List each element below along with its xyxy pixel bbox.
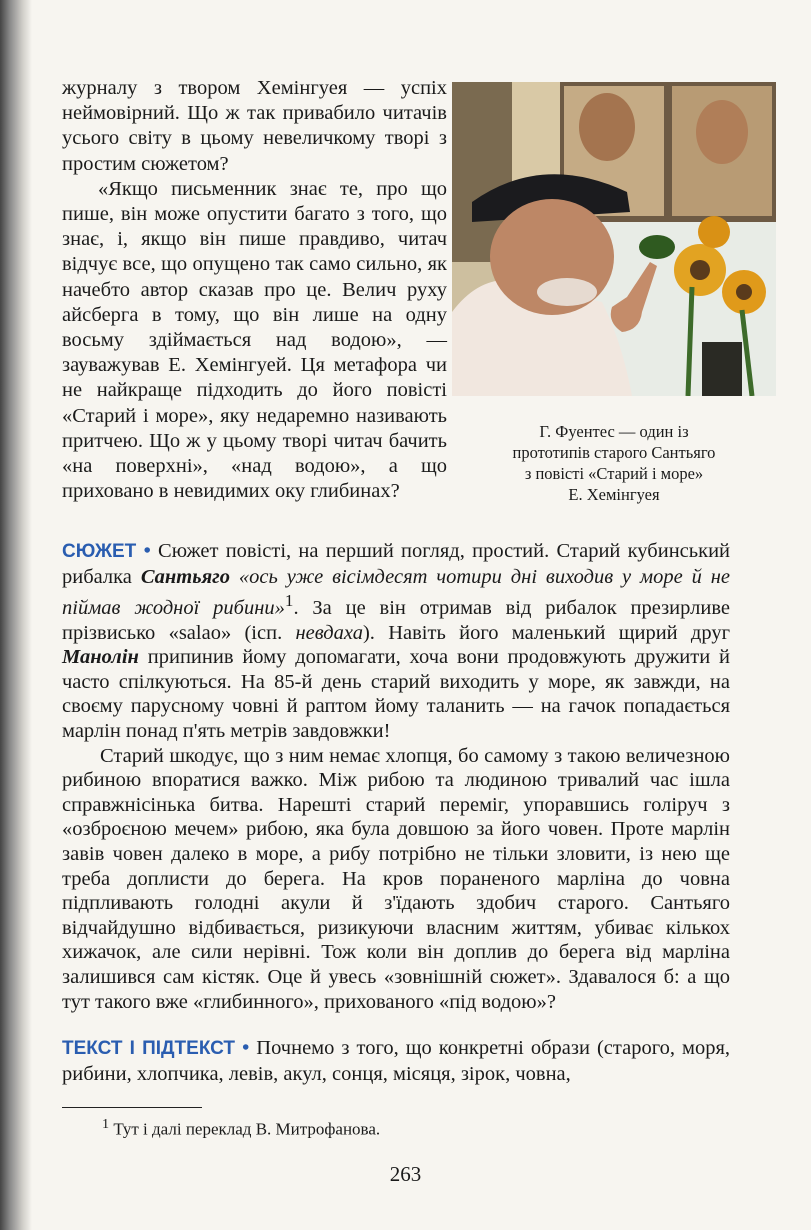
quote-text: «ось уже вісімдесят чотири дні виходив у море й не піймав жодної рибини» <box>62 565 731 620</box>
body-text: . За це він отримав від рибалок презирливе прізвисько «salao» (ісп. <box>62 597 730 644</box>
caption-line: Г. Фуентес — один із <box>539 422 689 441</box>
syuzhet-paragraph-2: Старий шкодує, що з ним немає хлопця, бо самому з такою величезною рибиною впоратися важко. Між рибою та людиною тривалий час ішла справжнісінька битва. Нарешті старий переміг, упоравшись голіруч з «озброєною мечем» рибою, яка була довшою за його човен. Проте марлін завів човен далеко в море, а рибу потрібно не тільки зловити, із нею ще треба доплисти до берега. На кров пораненого марліна до човна підпливають голодні акули й з'їдають здобич старого. Сантьяго відчайдушно відбивається, ризикуючи власним життям, убиває кількох хижачок, але сили нерівні. Тож коли він доплив до берега від марліна залишився сам кістяк. Оце й увесь «зовнішній сюжет». Здавалося б: а що тут такого вже «глибинного», прихованого «під водою»? <box>62 744 730 1013</box>
intro-text-column <box>62 76 447 504</box>
footnote-reference: 1 <box>284 591 294 611</box>
footnote-mark: 1 <box>102 1116 110 1132</box>
footnote-text: Тут і далі переклад В. Митрофанова. <box>113 1119 381 1139</box>
heading-bullet: • <box>143 540 151 562</box>
section-heading-syuzhet: СЮЖЕТ <box>62 541 137 562</box>
translation-text: невдаха <box>295 621 363 644</box>
syuzhet-paragraph-1 <box>62 539 730 744</box>
main-text-body <box>62 539 730 1086</box>
character-name-santiago: Сантьяго <box>140 565 230 588</box>
heading-bullet: • <box>242 1037 250 1060</box>
photo-caption <box>452 421 776 505</box>
intro-paragraph-2: «Якщо письменник знає те, про що пише, він може опустити багато з того, що знає, і, якщо він пише правдиво, читач відчує все, що опущено так само сильно, як начебто автор сказав про це. Велич руху айсберга в тому, що він лише на одну восьму здіймається над водою», — зауважував Е. Хемінгуей. Ця метафора чи не найкраще підходить до його повісті «Старий і море», яку недаремно називають притчею. Що ж у цьому творі читач бачить «на поверхні», «над водою», а що приховано в невидимих оку глибинах? <box>62 177 447 503</box>
body-text: Почнемо з того, що конкретні образи (старого, моря, рибини, хлопчика, левів, акул, сонця, місяця, зірок, човна, <box>62 1037 731 1085</box>
body-text: припинив йому допомагати, хоча вони продовжують дружити й часто спілкуються. На 85-й день старий виходить у море, як завжди, на своєму парусному човні й раптом йому таланить — на гачок попадається марлін понад п'ять метрів завдовжки! <box>62 646 731 742</box>
footnote <box>102 1116 380 1140</box>
footnote-divider <box>62 1107 202 1108</box>
character-name-manolin: Манолін <box>62 646 139 669</box>
caption-line: прототипів старого Сантьяго <box>512 443 716 462</box>
book-spine-shadow <box>0 0 32 1230</box>
page-number: 263 <box>389 1162 422 1186</box>
caption-line: з повісті «Старий і море» <box>524 464 704 483</box>
tekst-paragraph <box>62 1036 730 1086</box>
caption-line: Е. Хемінгуея <box>568 485 660 504</box>
intro-paragraph-1: журналу з твором Хемінгуея — успіх неймовірний. Що ж так привабило читачів усього світу в цьому невеличкому творі з простим сюжетом? <box>62 77 447 175</box>
photo-illustration <box>452 82 776 396</box>
fuentes-photo <box>452 82 776 396</box>
body-text: Сюжет повісті, на перший погляд, простий. Старий кубинський рибалка <box>62 540 731 588</box>
body-text: ). Навіть його маленький щирий друг <box>362 621 731 644</box>
section-heading-tekst: ТЕКСТ І ПІДТЕКСТ <box>62 1038 236 1060</box>
